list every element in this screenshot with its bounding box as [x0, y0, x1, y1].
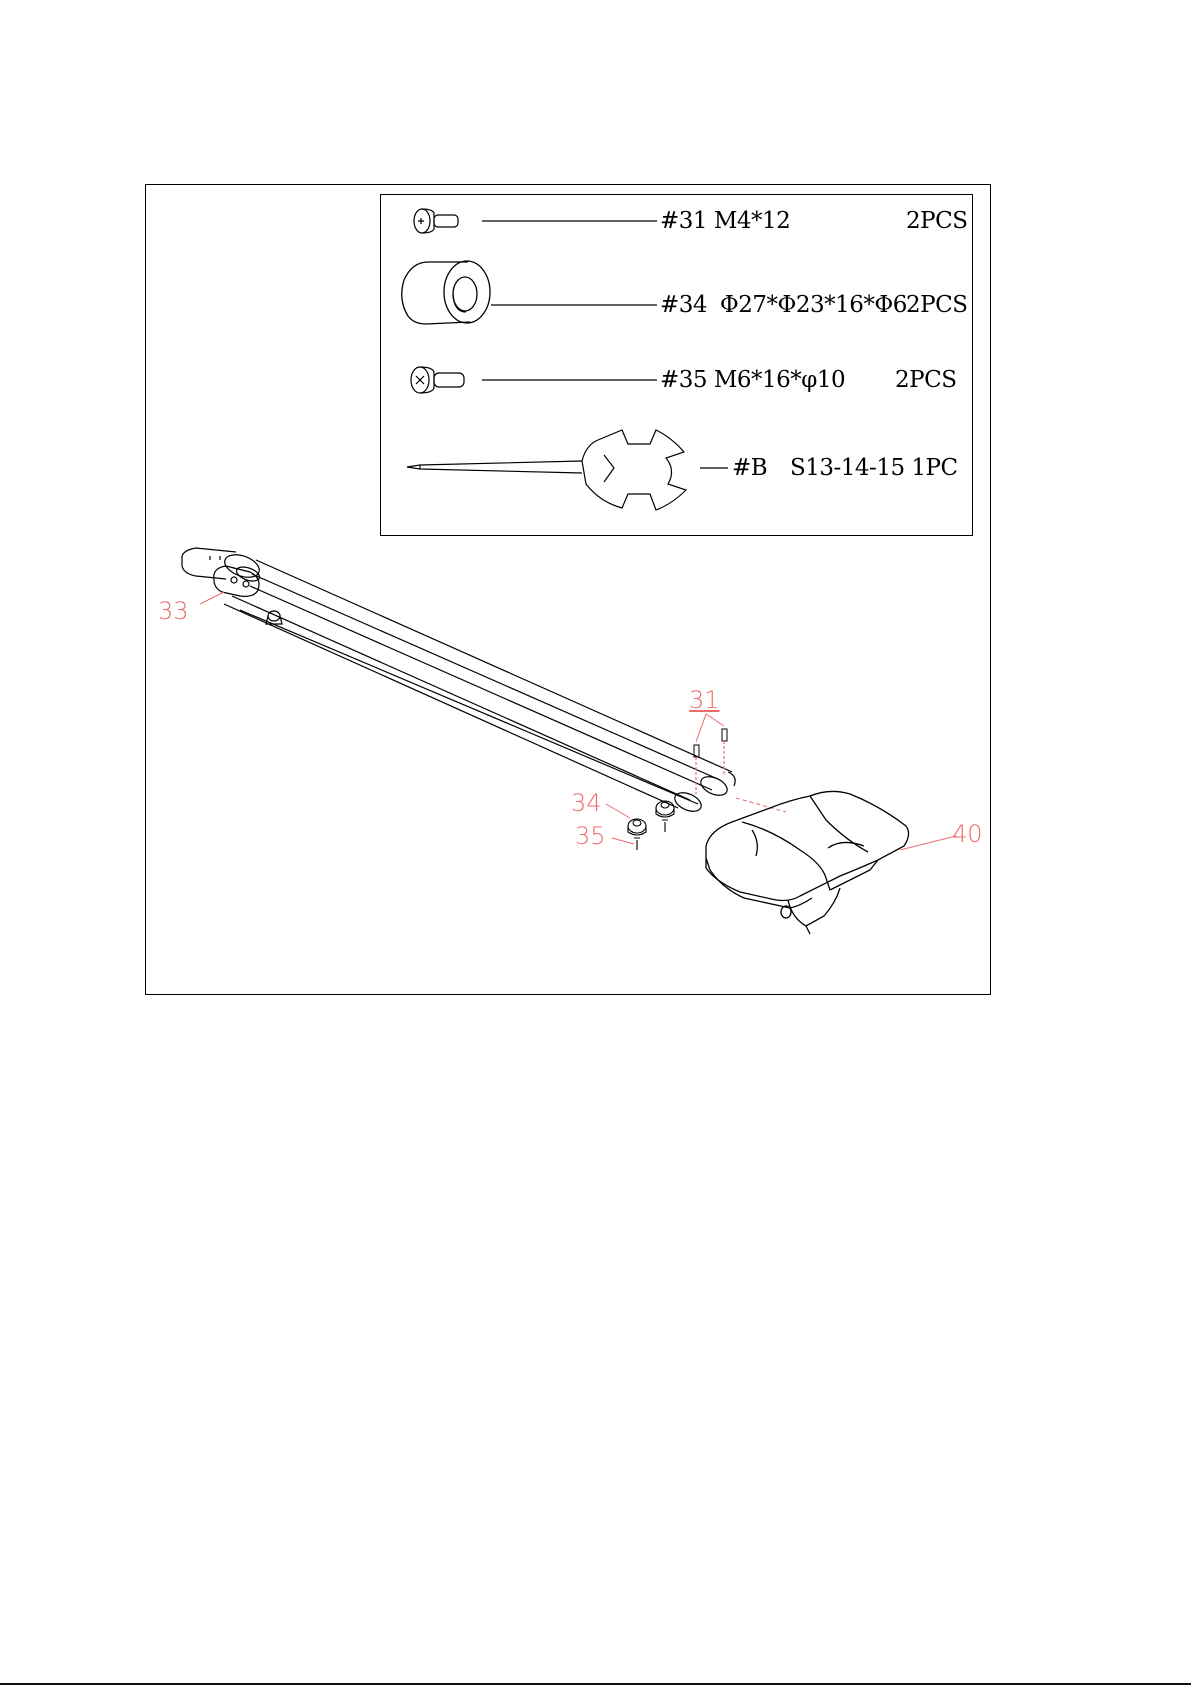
- part-b-spec: S13-14-15: [790, 455, 905, 481]
- screw-31-icon: [414, 209, 458, 233]
- part-34-spec: Φ27*Φ23*16*Φ6: [719, 292, 907, 318]
- part-35-qty: 2PCS: [895, 367, 957, 393]
- part-31-code: #31: [660, 208, 708, 234]
- part-b-code: #B: [732, 455, 768, 481]
- callout-34: 34: [571, 789, 602, 817]
- part-34-qty: 2PCS: [906, 292, 968, 318]
- callout-31: 31: [689, 686, 720, 714]
- callout-33-leader: [200, 592, 224, 604]
- wrench-b-icon: [407, 430, 686, 510]
- part-b-qty: 1PC: [911, 455, 958, 481]
- part-35-code: #35: [660, 367, 708, 393]
- end-cap-40-icon: [706, 791, 909, 934]
- callout-40: 40: [952, 820, 983, 848]
- callout-35-leader: [612, 838, 634, 844]
- bolt-35-icon: [411, 367, 464, 393]
- rail-tube-icon: [182, 548, 735, 815]
- part-31-spec: M4*12: [713, 208, 791, 234]
- part-34-code: #34: [660, 292, 708, 318]
- bushing-34-icon: [402, 261, 490, 324]
- feet-34-35-icon: [628, 801, 674, 850]
- part-35-spec: M6*16*φ10: [713, 367, 846, 393]
- callout-34-leader: [606, 804, 630, 818]
- callout-33: 33: [158, 597, 189, 625]
- part-31-qty: 2PCS: [906, 208, 968, 234]
- callout-35: 35: [575, 822, 606, 850]
